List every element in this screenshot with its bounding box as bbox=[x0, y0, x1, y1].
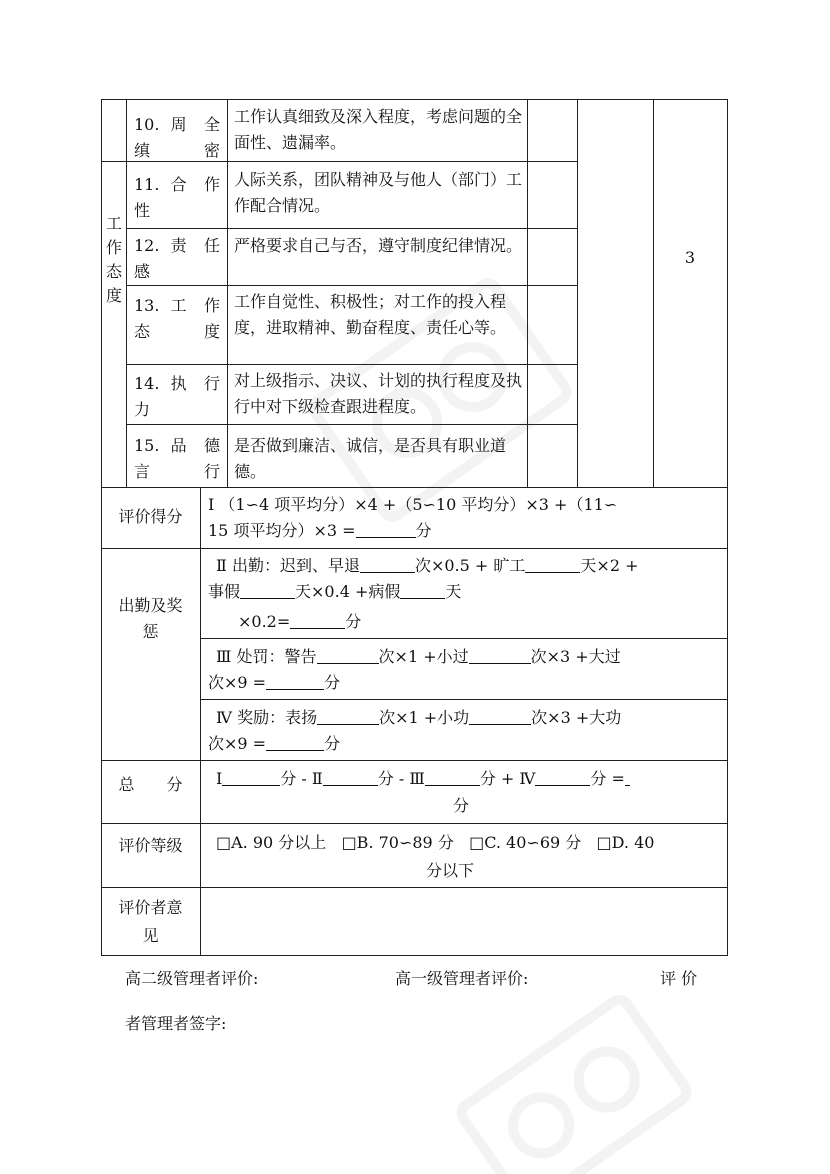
grade-label: 评价等级 bbox=[118, 836, 183, 855]
criterion-description: 工作认真细致及深入程度，考虑问题的全面性、遗漏率。 bbox=[234, 107, 523, 152]
total-iv-blank[interactable] bbox=[535, 767, 590, 786]
total-ii-blank[interactable] bbox=[323, 767, 378, 786]
grade-option-b[interactable]: □B. 70∽89 分 bbox=[341, 833, 454, 852]
score-formula-line-2: 15 项平均分）×3 = bbox=[208, 521, 356, 540]
total-iii-blank[interactable] bbox=[425, 767, 480, 786]
score-formula bbox=[208, 492, 724, 544]
attendance-score-blank[interactable] bbox=[290, 610, 345, 629]
evaluator-label: 评 价 bbox=[660, 969, 698, 988]
penalty-formula: Ⅲ 处罚：警告 次×1 +小过 次×3 +大过 次×9 = 分 bbox=[208, 647, 621, 692]
attendance-formula: Ⅱ 出勤：迟到、早退 次×0.5 + 旷工 天×2 + 事假 天×0.4 +病假 天 ×0.2= 分 bbox=[208, 556, 639, 631]
total-result-blank[interactable] bbox=[625, 767, 630, 786]
warning-count-blank[interactable] bbox=[317, 645, 379, 664]
praise-count-blank[interactable] bbox=[317, 706, 379, 725]
criterion-name: 10. 周 全 缜密 bbox=[134, 115, 220, 160]
criterion-description: 人际关系，团队精神及与他人（部门）工作配合情况。 bbox=[234, 170, 523, 215]
total-label: 总 分 bbox=[118, 775, 183, 794]
second-level-manager-evaluation: 高二级管理者评价: bbox=[125, 969, 259, 988]
penalty-score-blank[interactable] bbox=[266, 671, 324, 690]
grade-option-a[interactable]: □A. 90 分以上 bbox=[216, 833, 327, 852]
first-level-manager-evaluation: 高一级管理者评价: bbox=[395, 969, 529, 988]
weight-value: 3 bbox=[684, 248, 696, 267]
score-formula-line-1: Ⅰ （1∽4 项平均分）×4 +（5∽10 平均分）×3 +（11∽ bbox=[208, 495, 618, 514]
total-i-blank[interactable] bbox=[222, 767, 280, 786]
reward-formula: Ⅳ 奖励：表扬 次×1 +小功 次×3 +大功 次×9 = 分 bbox=[208, 708, 622, 753]
criterion-name: 15. 品 德 言行 bbox=[134, 436, 220, 481]
score-blank[interactable] bbox=[356, 519, 416, 538]
grade-option-d[interactable]: □D. 40 bbox=[596, 833, 655, 852]
attendance-label: 出勤及奖惩 bbox=[118, 596, 183, 641]
criterion-description: 是否做到廉洁、诚信，是否具有职业道德。 bbox=[234, 436, 507, 481]
score-row-label: 评价得分 bbox=[118, 507, 183, 526]
criterion-description: 严格要求自己与否，遵守制度纪律情况。 bbox=[234, 236, 523, 255]
section-label-work-attitude: 工作态度 bbox=[105, 214, 122, 305]
total-unit: 分 bbox=[452, 796, 469, 815]
score-unit: 分 bbox=[415, 521, 432, 540]
reward-score-blank[interactable] bbox=[266, 732, 324, 751]
criterion-name: 12. 责 任 感 bbox=[134, 236, 220, 281]
late-count-blank[interactable] bbox=[360, 554, 415, 573]
personal-leave-blank[interactable] bbox=[240, 580, 295, 599]
criterion-description: 对上级指示、决议、计划的执行程度及执行中对下级检查跟进程度。 bbox=[234, 371, 523, 416]
grade-options bbox=[216, 830, 724, 884]
absent-days-blank[interactable] bbox=[525, 554, 580, 573]
minor-demerit-blank[interactable] bbox=[469, 645, 531, 664]
opinion-field[interactable] bbox=[201, 888, 727, 955]
manager-signature: 者管理者签字: bbox=[125, 1014, 227, 1033]
criterion-name: 11. 合 作 性 bbox=[134, 175, 220, 220]
opinion-label: 评价者意 见 bbox=[118, 898, 183, 945]
total-formula: Ⅰ 分 - Ⅱ 分 - Ⅲ 分 + Ⅳ 分 = 分 bbox=[216, 766, 726, 819]
grade-option-d-cont: 分以下 bbox=[425, 861, 474, 880]
criterion-name: 13. 工 作 态度 bbox=[134, 296, 220, 341]
grade-option-c[interactable]: □C. 40∽69 分 bbox=[469, 833, 582, 852]
sick-leave-blank[interactable] bbox=[400, 580, 445, 599]
criterion-description: 工作自觉性、积极性；对工作的投入程度，进取精神、勤奋程度、责任心等。 bbox=[234, 292, 507, 337]
criterion-name: 14. 执 行 力 bbox=[134, 374, 220, 419]
minor-merit-blank[interactable] bbox=[469, 706, 531, 725]
